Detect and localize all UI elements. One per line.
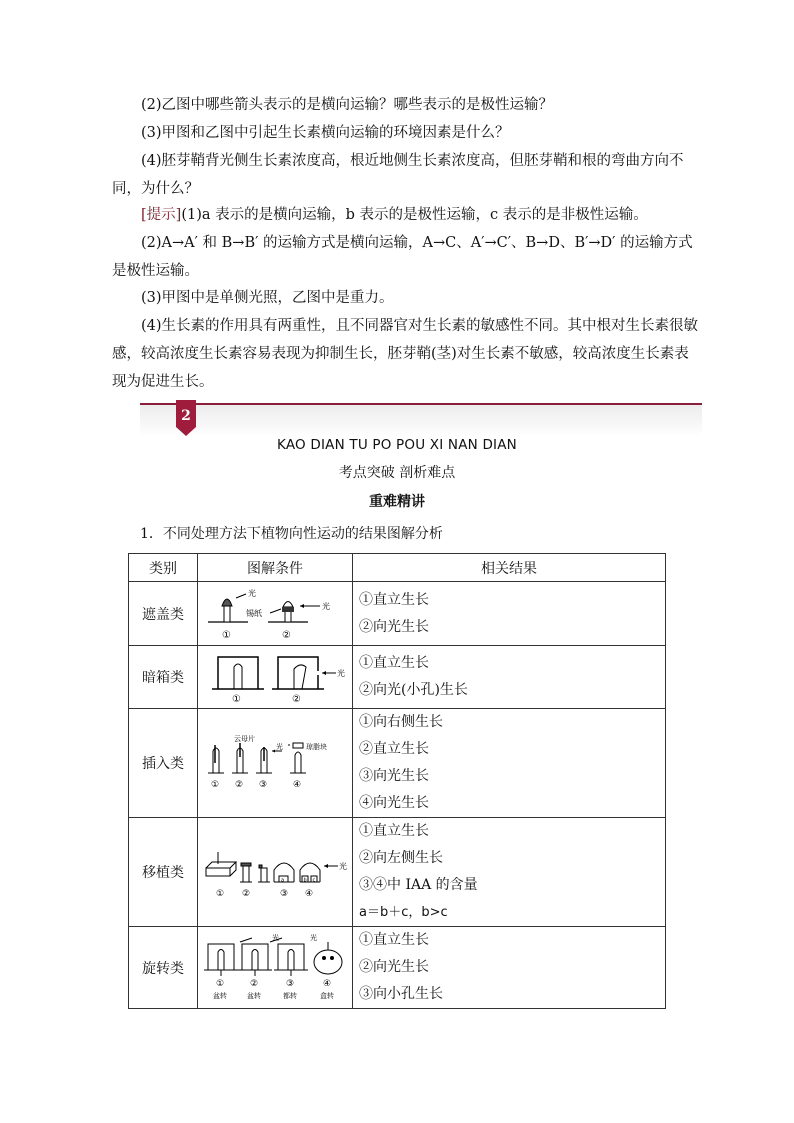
section-title: 考点突破 剖析难点 xyxy=(338,465,456,481)
row-category: 遮盖类 xyxy=(129,582,198,646)
rotation-diagram xyxy=(200,932,350,1004)
row-figure xyxy=(198,818,353,927)
row-results xyxy=(353,582,666,646)
hint-tag: [提示] xyxy=(141,207,182,223)
svg-text:①: ① xyxy=(211,780,220,790)
svg-text:③: ③ xyxy=(280,889,289,899)
item-title: 1．不同处理方法下植物向性运动的结果图解分析 xyxy=(140,526,443,542)
result-item: ③向小孔生长 xyxy=(359,986,443,1002)
table-row xyxy=(129,582,666,646)
insertion-diagram xyxy=(200,733,350,793)
svg-text:光: 光 xyxy=(337,669,345,678)
row-results xyxy=(353,646,666,709)
svg-text:③: ③ xyxy=(259,780,268,790)
hint-answer-4: (4)生长素的作用具有两重性，且不同器官对生长素的敏感性不同。其中根对生长素很敏感，较高浓度生长素容易表现为抑制生长，胚芽鞘(茎)对生长素不敏感，较高浓度生长素表现为促进生长。 xyxy=(112,318,699,390)
results-table xyxy=(128,553,666,1009)
result-item: ②向光(小孔)生长 xyxy=(359,682,468,698)
row-results xyxy=(353,818,666,927)
hint-answer-2: (2)A→A′ 和 B→B′ 的运输方式是横向运输，A→C、A′→C′、B→D、B′→D′ 的运输方式是极性运输。 xyxy=(112,235,693,279)
svg-text:②: ② xyxy=(292,694,301,705)
svg-text:①: ① xyxy=(216,978,225,989)
svg-text:光: 光 xyxy=(272,933,279,942)
section-subtitle: 重难精讲 xyxy=(369,494,425,510)
table-header-row xyxy=(129,554,666,582)
svg-text:②: ② xyxy=(235,780,244,790)
svg-text:①: ① xyxy=(232,694,241,705)
svg-text:c: c xyxy=(312,877,316,884)
svg-text:盒转: 盒转 xyxy=(320,991,334,1000)
svg-text:④: ④ xyxy=(323,978,332,989)
table-row xyxy=(129,709,666,818)
row-figure xyxy=(198,646,353,709)
row-figure xyxy=(198,927,353,1009)
svg-text:光: 光 xyxy=(248,588,256,598)
svg-text:光: 光 xyxy=(276,743,283,751)
svg-text:光: 光 xyxy=(339,862,347,871)
question-4: (4)胚芽鞘背光侧生长素浓度高，根近地侧生长素浓度高，但胚芽鞘和根的弯曲方向不同，为什么？ xyxy=(112,153,684,197)
table-row xyxy=(129,646,666,709)
table-row xyxy=(129,927,666,1009)
result-item: ②向左侧生长 xyxy=(359,850,443,866)
header-result: 相关结果 xyxy=(353,554,666,582)
svg-text:②: ② xyxy=(282,629,291,641)
svg-text:盆转: 盆转 xyxy=(247,991,261,1000)
result-item: ①直立生长 xyxy=(359,932,429,948)
result-item: ③④中 IAA 的含量 xyxy=(359,877,478,893)
result-item: ①向右侧生长 xyxy=(359,714,443,730)
question-2: (2)乙图中哪些箭头表示的是横向运输？哪些表示的是极性运输？ xyxy=(141,97,554,113)
row-category: 旋转类 xyxy=(129,927,198,1009)
result-item: ①直立生长 xyxy=(359,655,429,671)
result-item: a＝b＋c，b>c xyxy=(359,905,448,920)
hint-answer-1-text: (1)a 表示的是横向运输，b 表示的是极性运输，c 表示的是非极性运输。 xyxy=(181,207,648,223)
result-item: ②直立生长 xyxy=(359,741,429,757)
cover-diagram xyxy=(200,584,350,644)
row-category: 暗箱类 xyxy=(129,646,198,709)
row-figure xyxy=(198,709,353,818)
result-item: ④向光生长 xyxy=(359,795,429,811)
svg-text:a: a xyxy=(281,877,285,884)
svg-text:①: ① xyxy=(216,889,225,899)
svg-text:b: b xyxy=(303,877,307,884)
svg-text:④: ④ xyxy=(293,780,302,790)
result-item: ②向光生长 xyxy=(359,618,429,635)
svg-text:④: ④ xyxy=(305,889,314,899)
svg-text:锡纸: 锡纸 xyxy=(246,608,262,618)
table-row xyxy=(129,818,666,927)
hint-answer-3: (3)甲图中是单侧光照，乙图中是重力。 xyxy=(141,290,394,306)
row-category: 移植类 xyxy=(129,818,198,927)
question-3: (3)甲图和乙图中引起生长素横向运输的环境因素是什么？ xyxy=(141,125,510,141)
svg-text:②: ② xyxy=(250,978,259,989)
svg-text:都转: 都转 xyxy=(283,991,297,1000)
result-item: ②向光生长 xyxy=(359,959,429,975)
section-number-badge-icon xyxy=(176,400,196,436)
section-divider xyxy=(140,400,702,440)
svg-text:琼脂块: 琼脂块 xyxy=(306,743,327,751)
row-results xyxy=(353,709,666,818)
header-condition: 图解条件 xyxy=(198,554,353,582)
hint-answer-1 xyxy=(112,201,702,229)
section-pinyin: KAO DIAN TU PO POU XI NAN DIAN xyxy=(277,437,517,453)
result-item: ③向光生长 xyxy=(359,768,429,784)
header-category: 类别 xyxy=(129,554,198,582)
row-category: 插入类 xyxy=(129,709,198,818)
svg-text:盆转: 盆转 xyxy=(213,991,227,1000)
row-figure xyxy=(198,582,353,646)
svg-text:①: ① xyxy=(222,629,231,641)
svg-text:光: 光 xyxy=(310,933,317,942)
svg-text:③: ③ xyxy=(286,978,295,989)
result-item: ①直立生长 xyxy=(359,591,429,608)
section-number: 2 xyxy=(181,408,191,424)
transplant-diagram xyxy=(200,842,350,902)
result-item: ①直立生长 xyxy=(359,823,429,839)
dark-box-diagram xyxy=(200,649,350,705)
svg-text:光: 光 xyxy=(322,601,330,611)
svg-text:②: ② xyxy=(242,889,251,899)
divider-shade xyxy=(140,405,702,437)
row-results xyxy=(353,927,666,1009)
svg-text:云母片: 云母片 xyxy=(234,735,255,743)
